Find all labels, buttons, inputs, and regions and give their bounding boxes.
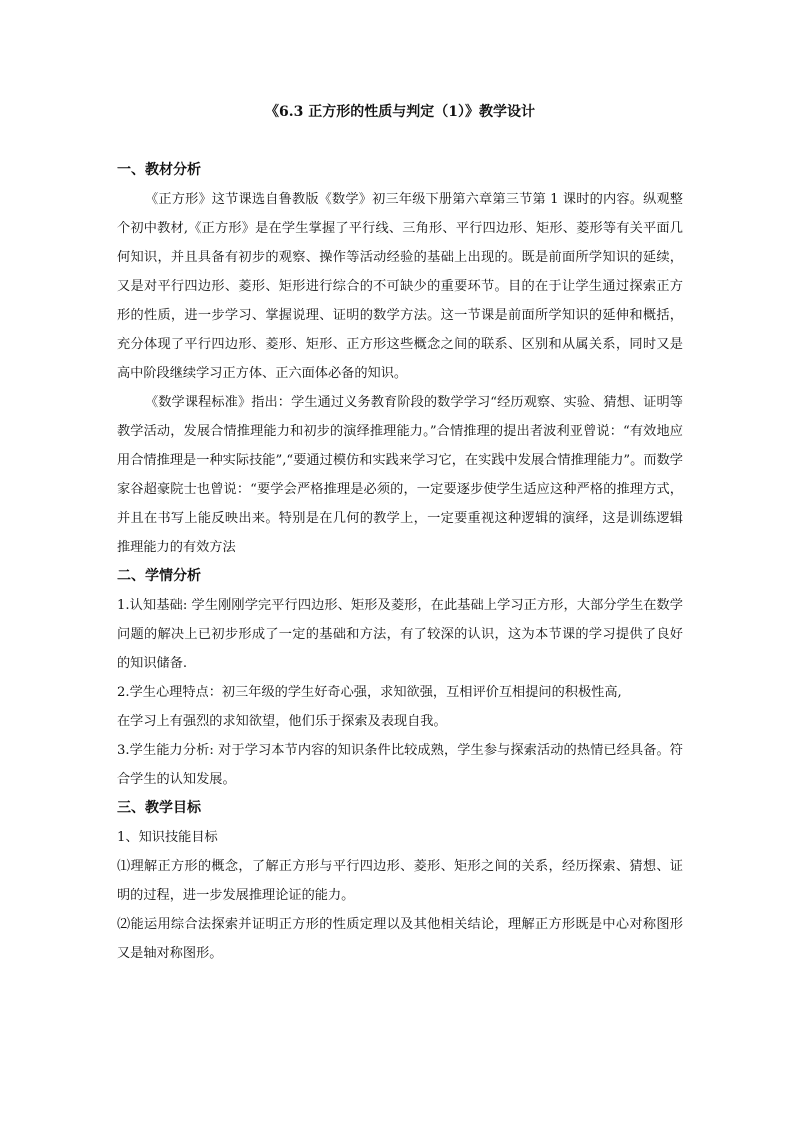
paragraph: 在学习上有强烈的求知欲望，他们乐于探索及表现自我。 (117, 714, 447, 729)
paragraph: ⑴理解正方形的概念，了解正方形与平行四边形、菱形、矩形之间的关系，经历探索、猜想、证明的过程，进一步发展推理论证的能力。 (117, 859, 683, 903)
section-heading-student-analysis: 二、学情分析 (117, 568, 201, 584)
paragraph: 2.学生心理特点：初三年级的学生好奇心强，求知欲强，互相评价互相提问的积极性高, (117, 685, 622, 700)
paragraph: 《正方形》这节课选自鲁教版《数学》初三年级下册第六章第三节第 1 课时的内容。纵观整个初中教材,《正方形》是在学生掌握了平行线、三角形、平行四边形、矩形、菱形等有关平面几何知识，并且具备有初步的观察、操作等活动经验的基础上出现的。既是前面所学知识的延续，又是对平行四边形、菱形、矩形进行综合的不可缺少的重要环节。目的在于让学生通过探索正方形的性质，进一步学习、掌握说理、证明的数学方法。这一节课是前面所学知识的延伸和概括，充分体现了平行四边形、菱形、矩形、正方形这些概念之间的联系、区别和从属关系，同时又是高中阶段继续学习正方体、正六面体必备的知识。 (117, 192, 683, 381)
document-body (117, 156, 683, 968)
paragraph: ⑵能运用综合法探索并证明正方形的性质定理以及其他相关结论，理解正方形既是中心对称图形又是轴对称图形。 (117, 917, 683, 961)
paragraph: 3.学生能力分析: 对于学习本节内容的知识条件比较成熟，学生参与探索活动的热情已经具备。符合学生的认知发展。 (117, 743, 683, 787)
paragraph: 《数学课程标准》指出：学生通过义务教育阶段的数学学习“经历观察、实验、猜想、证明等教学活动，发展合情推理能力和初步的演绎推理能力。”合情推理的提出者波利亚曾说：“有效地应用合情推理是一种实际技能”,“要通过模仿和实践来学习它，在实践中发展合情推理能力”。而数学家谷超豪院士也曾说：“要学会严格推理是必须的，一定要逐步使学生适应这种严格的推理方式，并且在书写上能反映出来。特别是在几何的教学上，一定要重视这种逻辑的演绎，这是训练逻辑推理能力的有效方法 (117, 395, 683, 555)
paragraph: 1.认知基础: 学生刚刚学完平行四边形、矩形及菱形，在此基础上学习正方形，大部分学生在数学问题的解决上已初步形成了一定的基础和方法，有了较深的认识，这为本节课的学习提供了良好的知识储备. (117, 598, 683, 671)
paragraph: 1、知识技能目标 (117, 830, 218, 845)
section-heading-textbook-analysis: 一、教材分析 (117, 162, 201, 178)
section-heading-teaching-goals: 三、教学目标 (117, 800, 201, 816)
document-title: 《6.3 正方形的性质与判定（1）》教学设计 (265, 104, 535, 120)
